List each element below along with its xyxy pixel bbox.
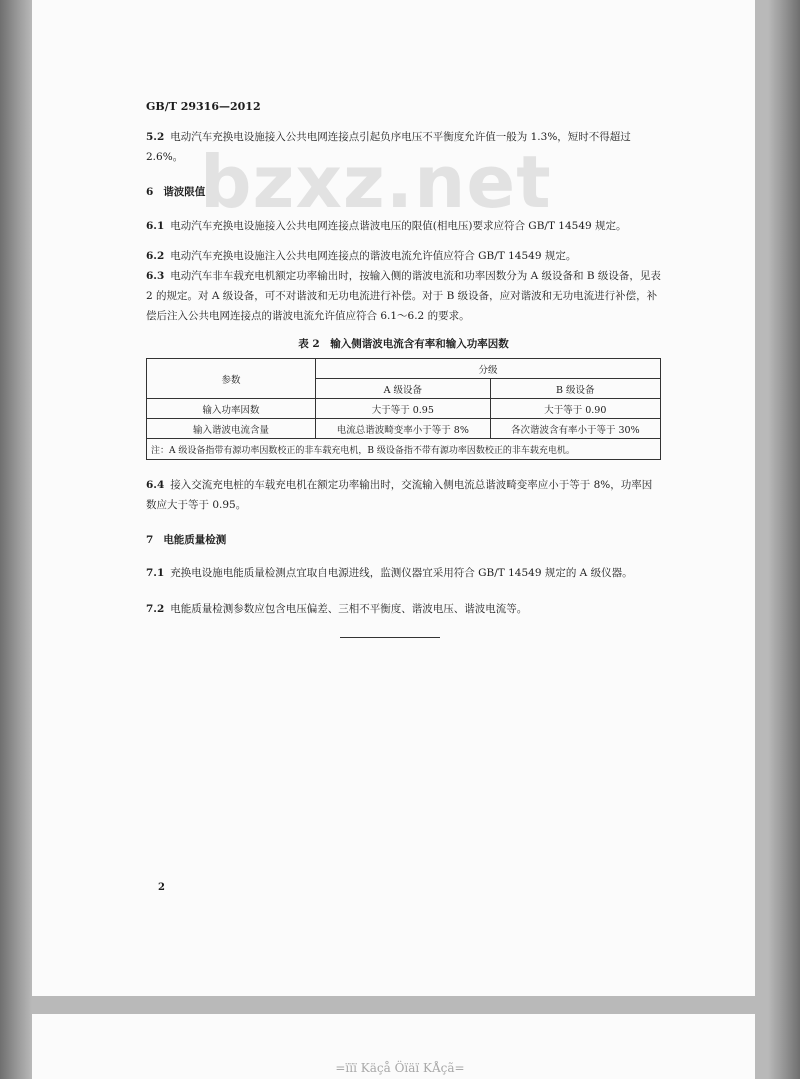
- table-title: 表 2 输入侧谐波电流含有率和输入功率因数: [298, 338, 509, 350]
- clause-text: 电动汽车充换电设施接入公共电网连接点引起负序电压不平衡度允许值一般为 1.3%，短时不得超过 2.6%。: [146, 131, 631, 163]
- header-grade-a: A 级设备: [316, 379, 491, 399]
- clause-5-2: [146, 127, 661, 167]
- header-grade-b: B 级设备: [490, 379, 660, 399]
- clause-6-1: [146, 216, 661, 236]
- clause-number: 6.3: [146, 270, 165, 282]
- clause-text: 电动汽车充换电设施接入公共电网连接点谐波电压的限值(相电压)要求应符合 GB/T 14549 规定。: [170, 220, 627, 232]
- row-param: 输入功率因数: [147, 399, 316, 419]
- clause-number: 5.2: [146, 131, 165, 143]
- document-header: GB/T 29316—2012: [146, 100, 261, 113]
- header-grade: 分级: [316, 359, 661, 379]
- watermark: bzxz.net: [200, 140, 552, 224]
- section-heading-7: [146, 532, 226, 547]
- footer-text: =ïïï Käçå Öïäï KÅçã=: [335, 1061, 465, 1075]
- page-number: 2: [158, 882, 165, 893]
- clause-number: 7.1: [146, 567, 165, 579]
- clause-number: 6.1: [146, 220, 165, 232]
- clause-text: 电能质量检测参数应包含电压偏差、三相不平衡度、谐波电压、谐波电流等。: [170, 603, 528, 615]
- row-grade-b: 各次谐波含有率小于等于 30%: [490, 419, 660, 439]
- section-title: 谐波限值: [163, 186, 206, 198]
- row-grade-b: 大于等于 0.90: [490, 399, 660, 419]
- table-note-row: [147, 439, 661, 460]
- clause-7-2: [146, 599, 661, 619]
- clause-number: 6.2: [146, 250, 165, 262]
- section-number: 7: [146, 534, 154, 546]
- clause-text: 电动汽车充换电设施注入公共电网连接点的谐波电流允许值应符合 GB/T 14549 规定。: [170, 250, 577, 262]
- table-header-row: [147, 359, 661, 379]
- clause-text: 电动汽车非车载充电机额定功率输出时，按输入侧的谐波电流和功率因数分为 A 级设备和 B 级设备，见表 2 的规定。对 A 级设备，可不对谐波和无功电流进行补偿。对于 B 级设备，应对谐波和无功电流进行补偿，补偿后注入公共电网连接点的谐波电流允许值应符合 6.1～6.2 的要求。: [146, 270, 661, 322]
- clause-text: 接入交流充电桩的车载充电机在额定功率输出时，交流输入侧电流总谐波畸变率应小于等于 8%，功率因数应大于等于 0.95。: [146, 479, 653, 511]
- table-row: [147, 419, 661, 439]
- clause-6-4: [146, 475, 661, 515]
- section-number: 6: [146, 186, 154, 198]
- header-param: 参数: [147, 359, 316, 399]
- clause-text: 充换电设施电能质量检测点宜取自电源进线，监测仪器宜采用符合 GB/T 14549 规定的 A 级仪器。: [170, 567, 633, 579]
- end-rule: [340, 637, 440, 638]
- clause-6-2: [146, 246, 661, 266]
- clause-number: 6.4: [146, 479, 165, 491]
- section-heading-6: [146, 184, 205, 199]
- row-grade-a: 电流总谐波畸变率小于等于 8%: [316, 419, 491, 439]
- clause-number: 7.2: [146, 603, 165, 615]
- table-note: 注：A 级设备指带有源功率因数校正的非车载充电机，B 级设备指不带有源功率因数校正的非车载充电机。: [147, 439, 661, 460]
- clause-6-3: [146, 266, 661, 326]
- harmonic-table: [146, 358, 661, 460]
- row-grade-a: 大于等于 0.95: [316, 399, 491, 419]
- table-row: [147, 399, 661, 419]
- clause-7-1: [146, 563, 661, 583]
- row-param: 输入谐波电流含量: [147, 419, 316, 439]
- section-title: 电能质量检测: [163, 534, 227, 546]
